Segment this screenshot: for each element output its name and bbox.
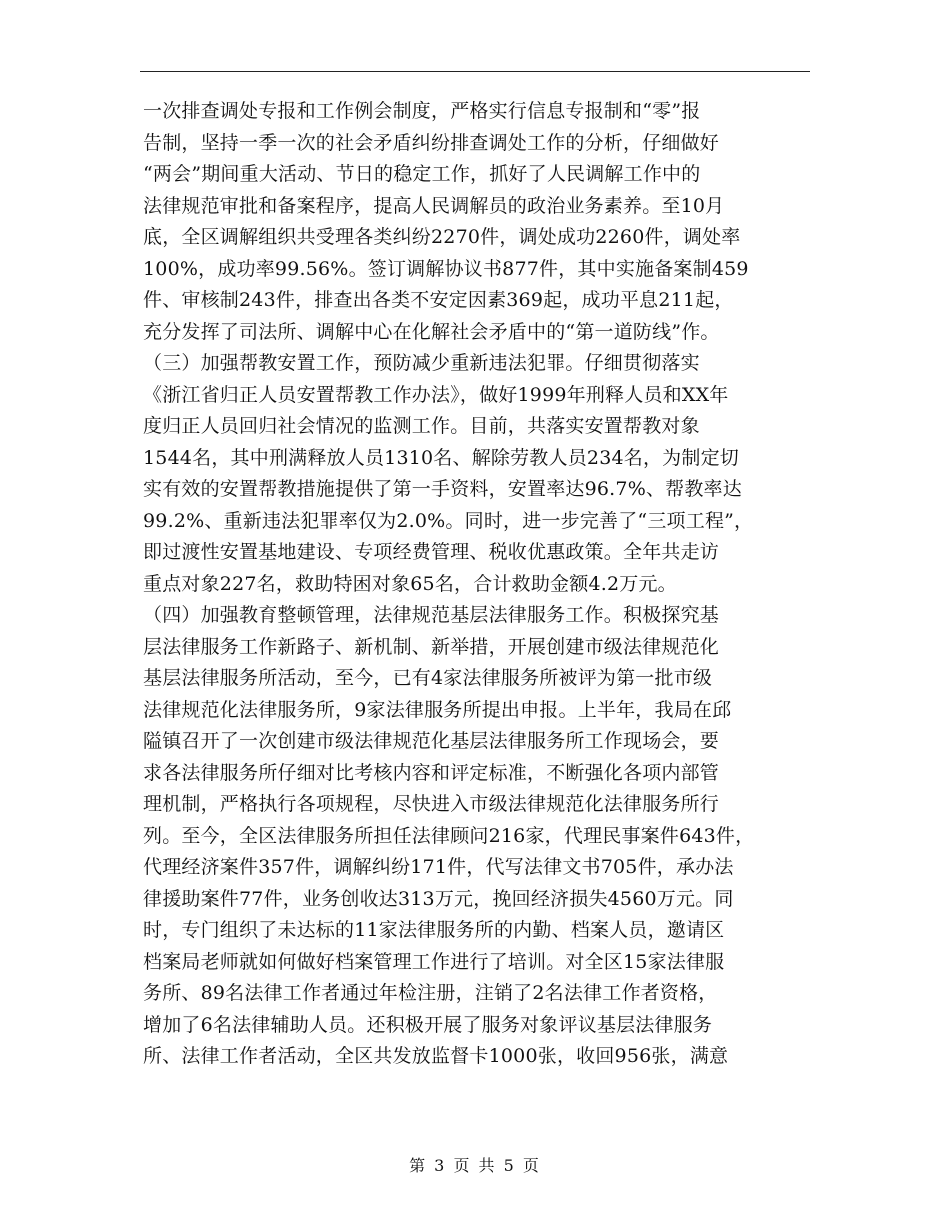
text-line: 层法律服务工作新路子、新机制、新举措，开展创建市级法律规范化 bbox=[143, 635, 720, 658]
text-line: （四）加强教育整顿管理，法律规范基层法律服务工作。积极探究基 bbox=[143, 604, 720, 626]
text-line: 法律规范化法律服务所，9家法律服务所提出申报。上半年，我局在邱 bbox=[143, 698, 732, 721]
text-line: 告制，坚持一季一次的社会矛盾纠纷排查调处工作的分析，仔细做好 bbox=[143, 131, 720, 154]
text-line: 《浙江省归正人员安置帮教工作办法》，做好1999年刑释人员和XX年 bbox=[143, 383, 729, 406]
text-line: 充分发挥了司法所、调解中心在化解社会矛盾中的“第一道防线”作。 bbox=[143, 320, 720, 343]
text-line: 法律规范审批和备案程序，提高人民调解员的政治业务素养。至10月 bbox=[143, 194, 725, 217]
page-number: 第 3 页 共 5 页 bbox=[409, 1156, 541, 1175]
text-line: 理机制，严格执行各项规程，尽快进入市级法律规范化法律服务所行 bbox=[143, 793, 720, 815]
text-line: 1544名，其中刑满释放人员1310名、解除劳教人员234名，为制定切 bbox=[143, 446, 739, 469]
text-line: 务所、89名法律工作者通过年检注册，注销了2名法律工作者资格， bbox=[143, 982, 718, 1004]
body-text bbox=[143, 96, 833, 1073]
text-line: 基层法律服务所活动，至今，已有4家法律服务所被评为第一批市级 bbox=[143, 667, 713, 689]
text-line: 时，专门组织了未达标的11家法律服务所的内勤、档案人员，邀请区 bbox=[143, 919, 725, 941]
text-line: “两会”期间重大活动、节日的稳定工作，抓好了人民调解工作中的 bbox=[143, 163, 701, 185]
text-line: 代理经济案件357件，调解纠纷171件，代写法律文书705件，承办法 bbox=[143, 856, 734, 878]
text-line: 列。至今，全区法律服务所担任法律顾问216家，代理民事案件643件， bbox=[143, 824, 755, 847]
text-line: 求各法律服务所仔细对比考核内容和评定标准，不断强化各项内部管 bbox=[143, 761, 720, 784]
text-line: 一次排查调处专报和工作例会制度，严格实行信息专报制和“零”报 bbox=[143, 100, 701, 122]
text-line: 律援助案件77件，业务创收达313万元，挽回经济损失4560万元。同 bbox=[143, 887, 734, 910]
text-line: 100%，成功率99.56%。签订调解协议书877件，其中实施备案制459 bbox=[143, 257, 749, 280]
text-line: 99.2%、重新违法犯罪率仅为2.0%。同时，进一步完善了“三项工程”， bbox=[143, 509, 754, 532]
text-line: 重点对象227名，救助特困对象65名，合计救助金额4.2万元。 bbox=[143, 572, 677, 595]
text-line: 所、法律工作者活动，全区共发放监督卡1000张，收回956张，满意 bbox=[143, 1045, 729, 1067]
text-line: 实有效的安置帮教措施提供了第一手资料，安置率达96.7%、帮教率达 bbox=[143, 478, 742, 500]
text-line: 件、审核制243件，排查出各类不安定因素369起，成功平息211起， bbox=[143, 289, 734, 311]
text-line: 底，全区调解组织共受理各类纠纷2270件，调处成功2260件，调处率 bbox=[143, 226, 741, 248]
text-line: 档案局老师就如何做好档案管理工作进行了培训。对全区15家法律服 bbox=[143, 950, 725, 973]
text-line: 度归正人员回归社会情况的监测工作。目前，共落实安置帮教对象 bbox=[143, 415, 700, 437]
text-line: 增加了6名法律辅助人员。还积极开展了服务对象评议基层法律服务 bbox=[143, 1013, 713, 1036]
header-rule bbox=[140, 71, 810, 72]
text-line: （三）加强帮教安置工作，预防减少重新违法犯罪。仔细贯彻落实 bbox=[143, 352, 700, 374]
text-line: 隘镇召开了一次创建市级法律规范化基层法律服务所工作现场会，要 bbox=[143, 730, 720, 752]
text-line: 即过渡性安置基地建设、专项经费管理、税收优惠政策。全年共走访 bbox=[143, 541, 720, 563]
